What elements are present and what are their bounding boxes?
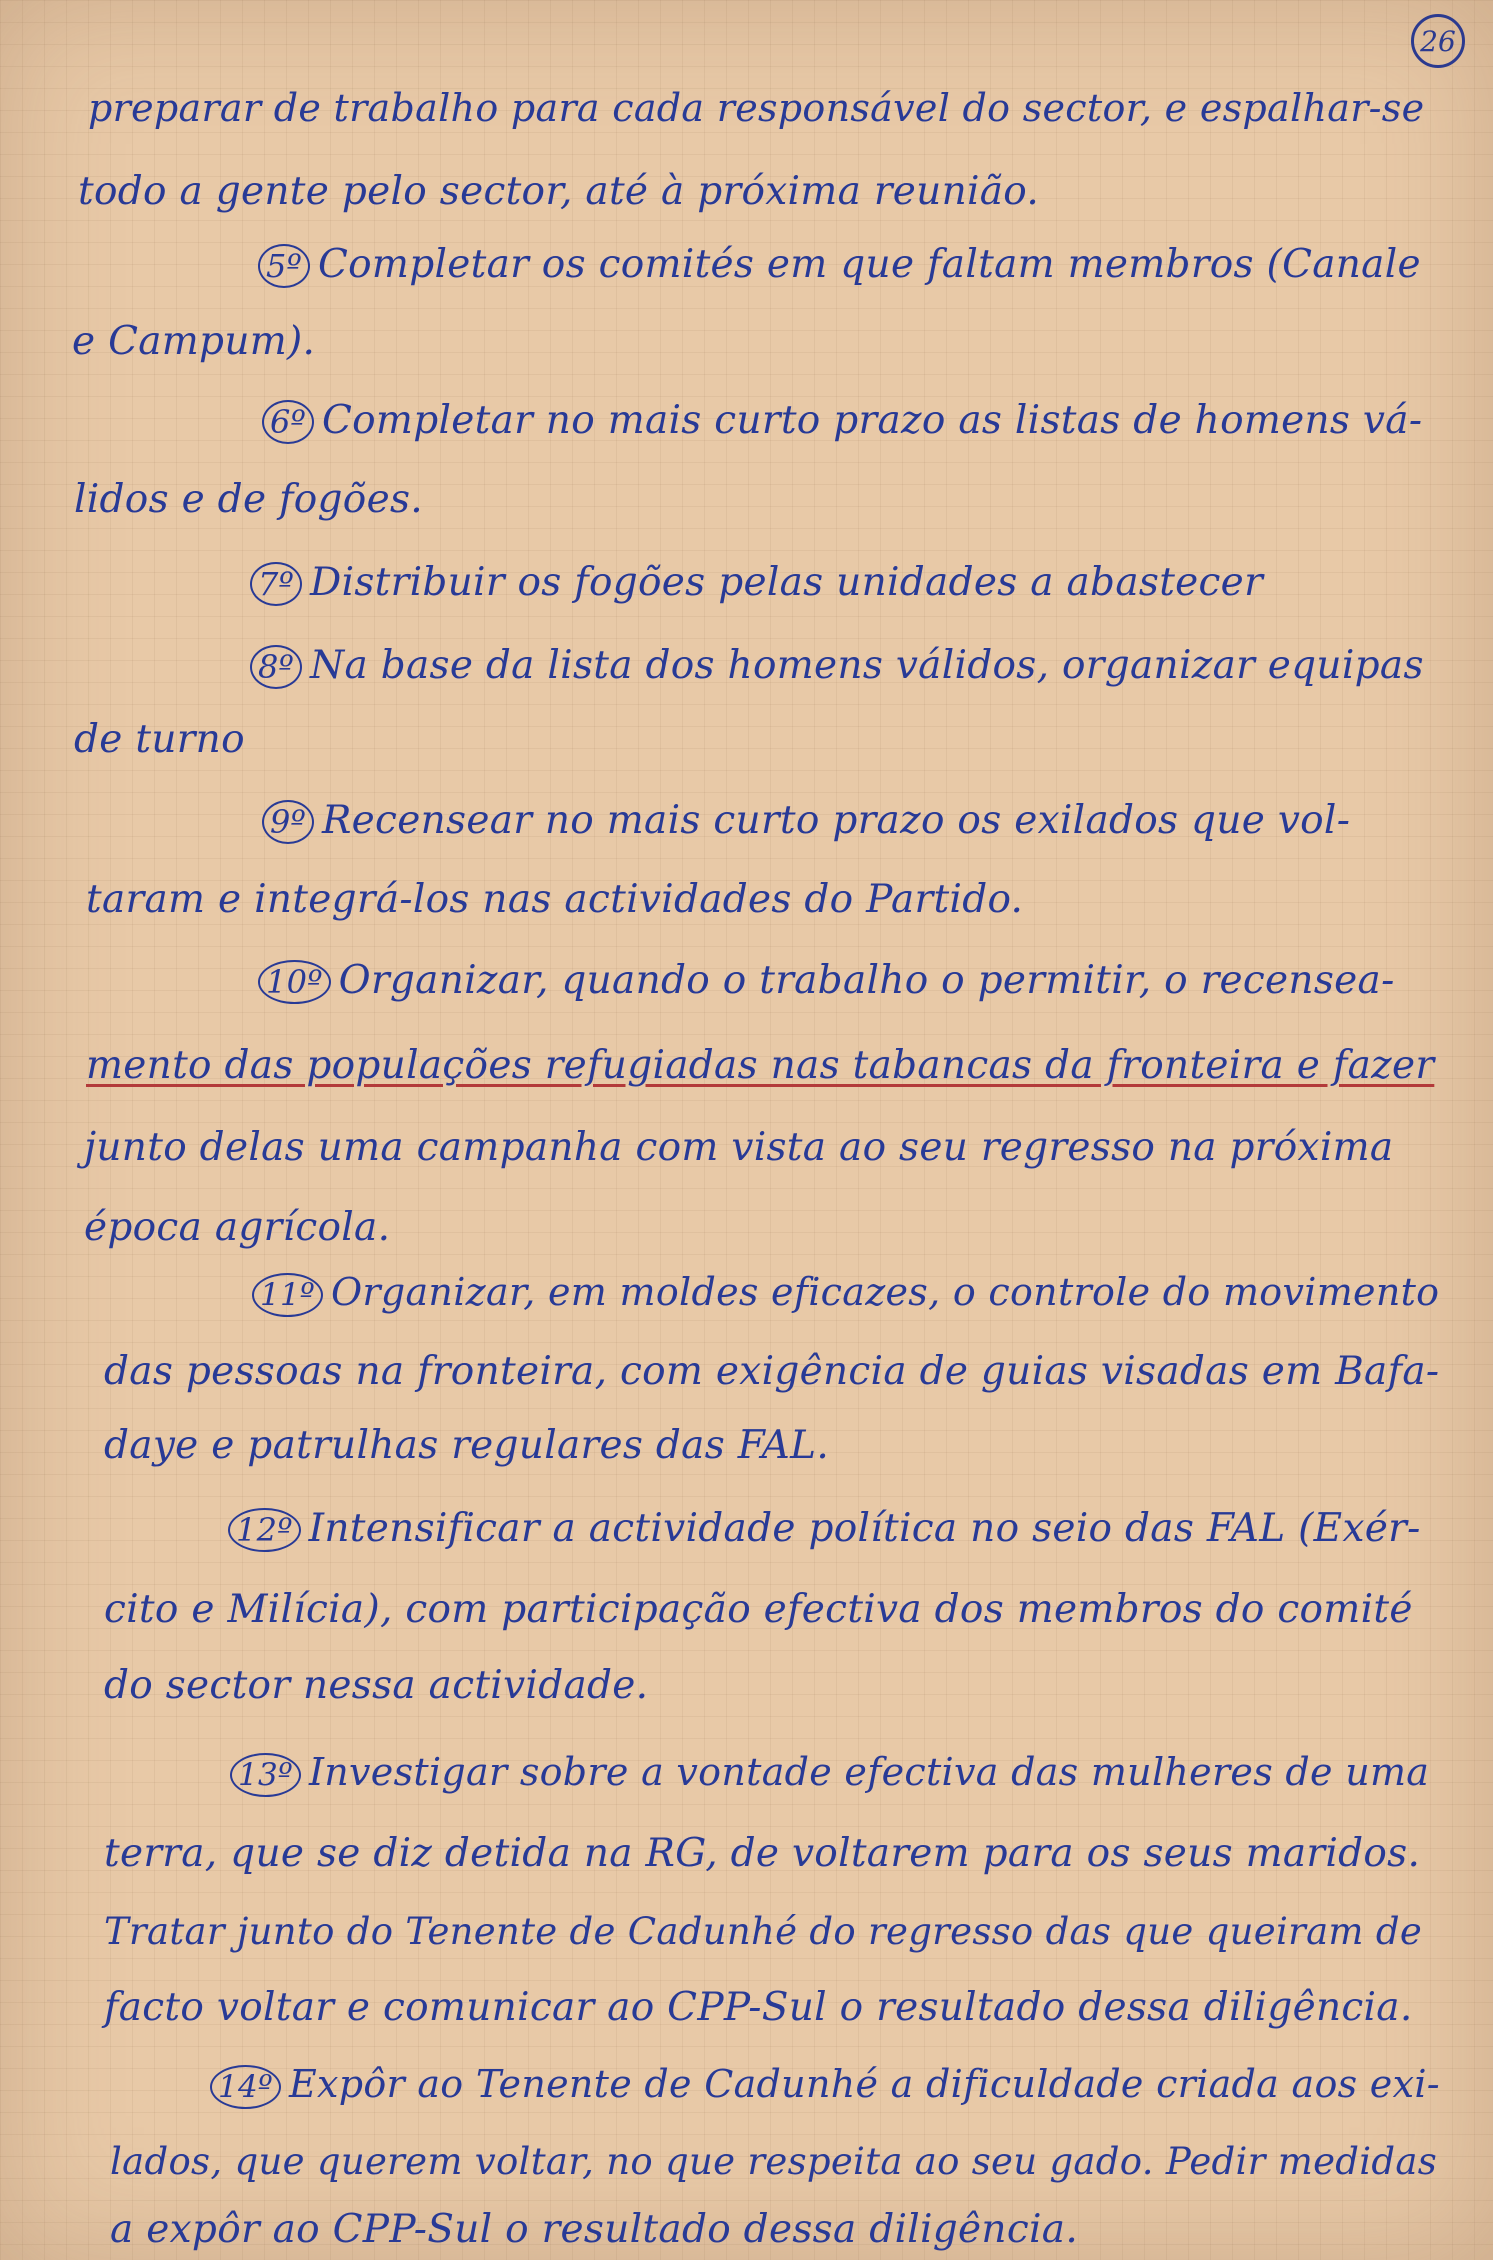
text-line: junto delas uma campanha com vista ao seu regresso na próxima (84, 1125, 1394, 1170)
item-text: Intensificar a actividade política no seio das FAL (Exér- (308, 1506, 1421, 1551)
item-number: 14º (210, 2065, 281, 2109)
item-text: Expôr ao Tenente de Cadunhé a dificuldade criada aos exi- (288, 2062, 1440, 2106)
item-text: Completar os comités em que faltam membros (Canale (318, 242, 1421, 287)
list-item-5 (258, 244, 1421, 288)
list-item-14 (210, 2064, 1440, 2109)
item-text: Na base da lista dos homens válidos, organizar equipas (310, 643, 1424, 688)
list-item-13 (230, 1752, 1429, 1797)
text-line: Tratar junto do Tenente de Cadunhé do regresso das que queiram de (104, 1910, 1423, 1953)
text-line: lidos e de fogões. (74, 477, 423, 522)
list-item-10 (258, 960, 1395, 1004)
item-number: 5º (258, 244, 310, 288)
item-text: Organizar, em moldes eficazes, o controle do movimento (330, 1270, 1440, 1314)
list-item-11 (252, 1272, 1439, 1317)
text-line: taram e integrá-los nas actividades do Partido. (86, 877, 1024, 922)
item-text: Investigar sobre a vontade efectiva das mulheres de uma (308, 1750, 1430, 1794)
text-line: todo a gente pelo sector, até à próxima reunião. (78, 169, 1040, 214)
item-number: 11º (252, 1273, 323, 1317)
text-line: mento das populações refugiadas nas tabancas da fronteira e fazer (86, 1043, 1435, 1088)
list-item-6 (262, 400, 1422, 444)
item-text: Completar no mais curto prazo as listas de homens vá- (322, 398, 1423, 443)
text-line: facto voltar e comunicar ao CPP-Sul o resultado dessa diligência. (104, 1985, 1413, 2030)
text-line: das pessoas na fronteira, com exigência de guias visadas em Bafa- (104, 1349, 1440, 1394)
item-text: Recensear no mais curto prazo os exilados que vol- (322, 798, 1351, 843)
list-item-9 (262, 800, 1350, 844)
text-line: lados, que querem voltar, no que respeita ao seu gado. Pedir medidas (110, 2140, 1438, 2183)
text-line: de turno (74, 717, 245, 762)
text-line: a expôr ao CPP-Sul o resultado dessa diligência. (110, 2207, 1079, 2252)
text-line: do sector nessa actividade. (104, 1663, 649, 1708)
item-number: 10º (258, 960, 331, 1004)
item-number: 8º (250, 645, 302, 689)
list-item-7 (250, 562, 1263, 606)
item-number: 7º (250, 562, 302, 606)
text-line: terra, que se diz detida na RG, de voltarem para os seus maridos. (104, 1831, 1421, 1876)
item-number: 6º (262, 400, 314, 444)
item-text: Distribuir os fogões pelas unidades a abastecer (310, 560, 1264, 605)
text-line: cito e Milícia), com participação efectiva dos membros do comité (104, 1587, 1413, 1632)
list-item-8 (250, 645, 1424, 689)
item-number: 13º (230, 1753, 301, 1797)
item-number: 9º (262, 800, 314, 844)
text-line: e Campum). (72, 319, 316, 364)
item-number: 12º (228, 1508, 301, 1552)
list-item-12 (228, 1508, 1421, 1552)
text-line: época agrícola. (84, 1205, 391, 1250)
text-line: daye e patrulhas regulares das FAL. (104, 1423, 830, 1468)
text-line: preparar de trabalho para cada responsável do sector, e espalhar-se (88, 86, 1425, 130)
item-text: Organizar, quando o trabalho o permitir, o recensea- (338, 958, 1395, 1003)
page-number: 26 (1411, 14, 1465, 68)
